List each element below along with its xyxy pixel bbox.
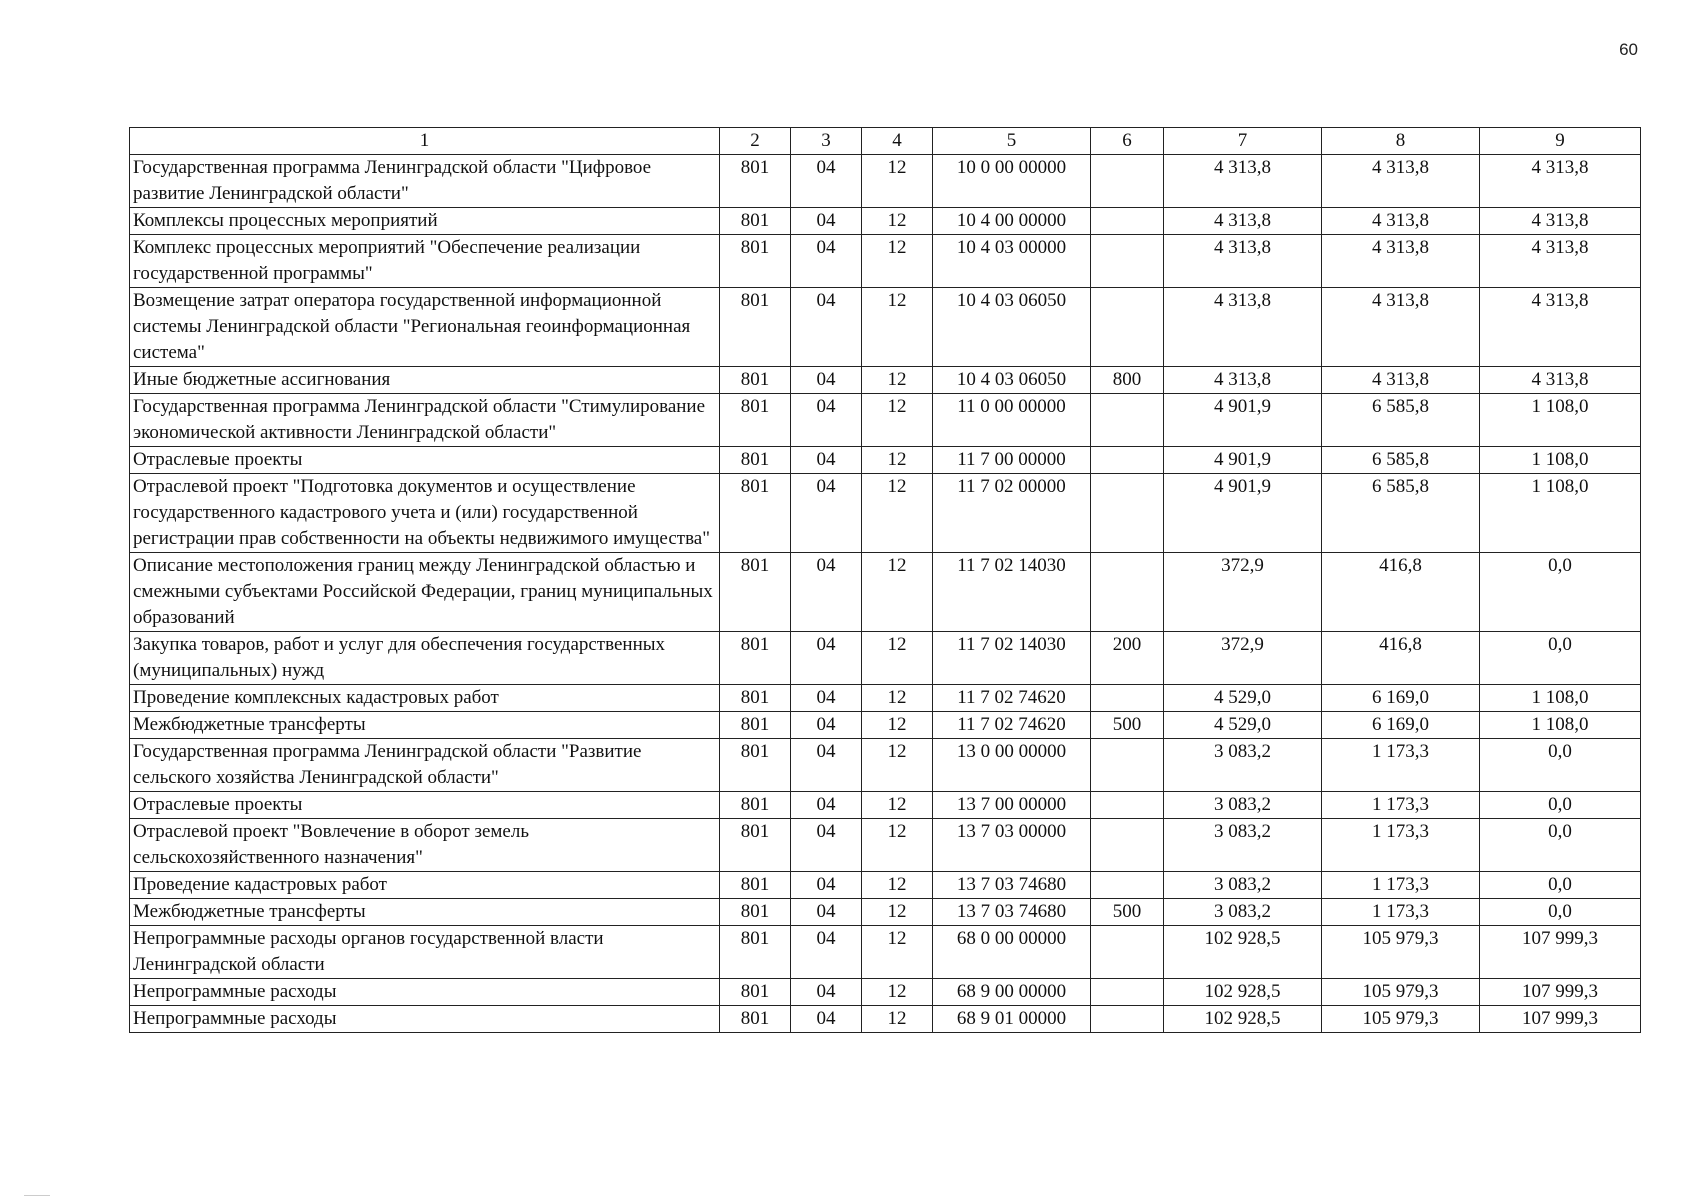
- table-cell-col-5: 10 0 00 00000: [933, 155, 1091, 208]
- table-cell-col-5: 10 4 03 00000: [933, 235, 1091, 288]
- table-cell-col-7: 3 083,2: [1164, 819, 1322, 872]
- table-cell-col-2: 801: [720, 792, 791, 819]
- column-header-4: 4: [862, 128, 933, 155]
- table-cell-col-9: 4 313,8: [1480, 288, 1641, 367]
- table-cell-col-9: 0,0: [1480, 632, 1641, 685]
- row-description: Непрограммные расходы: [130, 1006, 720, 1033]
- table-cell-col-3: 04: [791, 739, 862, 792]
- table-cell-col-4: 12: [862, 685, 933, 712]
- table-cell-col-5: 10 4 03 06050: [933, 288, 1091, 367]
- table-cell-col-4: 12: [862, 367, 933, 394]
- table-cell-col-3: 04: [791, 235, 862, 288]
- table-cell-col-8: 6 169,0: [1322, 712, 1480, 739]
- table-cell-col-6: [1091, 739, 1164, 792]
- table-cell-col-3: 04: [791, 288, 862, 367]
- table-row: [130, 899, 1641, 926]
- table-cell-col-2: 801: [720, 367, 791, 394]
- table-row: [130, 712, 1641, 739]
- column-header-7: 7: [1164, 128, 1322, 155]
- table-cell-col-6: 800: [1091, 367, 1164, 394]
- table-row: [130, 819, 1641, 872]
- table-cell-col-3: 04: [791, 632, 862, 685]
- table-row: [130, 979, 1641, 1006]
- table-cell-col-8: 6 585,8: [1322, 474, 1480, 553]
- table-cell-col-9: 4 313,8: [1480, 367, 1641, 394]
- table-cell-col-7: 4 313,8: [1164, 235, 1322, 288]
- table-cell-col-3: 04: [791, 447, 862, 474]
- table-cell-col-9: 1 108,0: [1480, 685, 1641, 712]
- table-cell-col-6: [1091, 208, 1164, 235]
- table-cell-col-4: 12: [862, 288, 933, 367]
- table-cell-col-6: 200: [1091, 632, 1164, 685]
- table-cell-col-9: 107 999,3: [1480, 1006, 1641, 1033]
- table-cell-col-4: 12: [862, 872, 933, 899]
- row-description: Проведение комплексных кадастровых работ: [130, 685, 720, 712]
- table-cell-col-3: 04: [791, 712, 862, 739]
- table-cell-col-3: 04: [791, 899, 862, 926]
- row-description: Описание местоположения границ между Ленинградской областью и смежными субъектами Российской Федерации, границ муниципальных образований: [130, 553, 720, 632]
- row-description: Возмещение затрат оператора государственной информационной системы Ленинградской области "Региональная геоинформационная система": [130, 288, 720, 367]
- table-cell-col-3: 04: [791, 792, 862, 819]
- row-description: Непрограммные расходы органов государственной власти Ленинградской области: [130, 926, 720, 979]
- table-cell-col-2: 801: [720, 739, 791, 792]
- table-row: [130, 739, 1641, 792]
- table-cell-col-7: 102 928,5: [1164, 1006, 1322, 1033]
- table-row: [130, 632, 1641, 685]
- table-cell-col-9: 1 108,0: [1480, 447, 1641, 474]
- table-cell-col-2: 801: [720, 553, 791, 632]
- table-cell-col-2: 801: [720, 979, 791, 1006]
- table-cell-col-2: 801: [720, 712, 791, 739]
- table-cell-col-6: [1091, 1006, 1164, 1033]
- table-cell-col-6: [1091, 792, 1164, 819]
- table-cell-col-2: 801: [720, 819, 791, 872]
- table-row: [130, 447, 1641, 474]
- table-row: [130, 367, 1641, 394]
- table-cell-col-6: 500: [1091, 712, 1164, 739]
- table-cell-col-5: 11 0 00 00000: [933, 394, 1091, 447]
- table-cell-col-2: 801: [720, 685, 791, 712]
- row-description: Проведение кадастровых работ: [130, 872, 720, 899]
- table-cell-col-9: 0,0: [1480, 899, 1641, 926]
- table-cell-col-8: 6 169,0: [1322, 685, 1480, 712]
- table-cell-col-2: 801: [720, 394, 791, 447]
- table-cell-col-8: 416,8: [1322, 632, 1480, 685]
- table-cell-col-9: 107 999,3: [1480, 926, 1641, 979]
- row-description: Государственная программа Ленинградской области "Цифровое развитие Ленинградской области": [130, 155, 720, 208]
- table-cell-col-9: 0,0: [1480, 819, 1641, 872]
- table-cell-col-5: 13 7 03 74680: [933, 899, 1091, 926]
- table-cell-col-7: 4 901,9: [1164, 447, 1322, 474]
- table-row: [130, 872, 1641, 899]
- table-cell-col-8: 105 979,3: [1322, 979, 1480, 1006]
- table-cell-col-6: [1091, 872, 1164, 899]
- table-cell-col-5: 11 7 02 74620: [933, 712, 1091, 739]
- row-description: Отраслевые проекты: [130, 447, 720, 474]
- table-cell-col-2: 801: [720, 155, 791, 208]
- table-cell-col-4: 12: [862, 155, 933, 208]
- table-cell-col-7: 4 529,0: [1164, 685, 1322, 712]
- table-cell-col-4: 12: [862, 632, 933, 685]
- table-cell-col-6: [1091, 685, 1164, 712]
- table-cell-col-5: 13 7 03 00000: [933, 819, 1091, 872]
- table-cell-col-4: 12: [862, 926, 933, 979]
- table-cell-col-5: 10 4 00 00000: [933, 208, 1091, 235]
- column-header-6: 6: [1091, 128, 1164, 155]
- table-row: [130, 926, 1641, 979]
- table-cell-col-8: 4 313,8: [1322, 288, 1480, 367]
- table-cell-col-8: 1 173,3: [1322, 792, 1480, 819]
- table-cell-col-7: 3 083,2: [1164, 739, 1322, 792]
- table-cell-col-8: 6 585,8: [1322, 447, 1480, 474]
- table-cell-col-2: 801: [720, 1006, 791, 1033]
- row-description: Межбюджетные трансферты: [130, 712, 720, 739]
- table-cell-col-6: 500: [1091, 899, 1164, 926]
- column-header-5: 5: [933, 128, 1091, 155]
- table-cell-col-9: 0,0: [1480, 872, 1641, 899]
- table-cell-col-3: 04: [791, 208, 862, 235]
- table-cell-col-6: [1091, 235, 1164, 288]
- table-cell-col-6: [1091, 979, 1164, 1006]
- table-cell-col-9: 4 313,8: [1480, 155, 1641, 208]
- table-cell-col-9: 1 108,0: [1480, 474, 1641, 553]
- table-cell-col-9: 0,0: [1480, 739, 1641, 792]
- table-cell-col-7: 3 083,2: [1164, 899, 1322, 926]
- table-cell-col-8: 1 173,3: [1322, 899, 1480, 926]
- table-cell-col-5: 68 9 00 00000: [933, 979, 1091, 1006]
- table-cell-col-9: 4 313,8: [1480, 235, 1641, 288]
- table-cell-col-2: 801: [720, 899, 791, 926]
- column-header-1: 1: [130, 128, 720, 155]
- table-row: [130, 792, 1641, 819]
- table-cell-col-3: 04: [791, 685, 862, 712]
- row-description: Непрограммные расходы: [130, 979, 720, 1006]
- table-row: [130, 208, 1641, 235]
- column-header-2: 2: [720, 128, 791, 155]
- table-cell-col-6: [1091, 288, 1164, 367]
- table-cell-col-4: 12: [862, 739, 933, 792]
- table-cell-col-6: [1091, 819, 1164, 872]
- table-cell-col-9: 1 108,0: [1480, 712, 1641, 739]
- row-description: Государственная программа Ленинградской области "Развитие сельского хозяйства Ленинградской области": [130, 739, 720, 792]
- table-cell-col-7: 4 313,8: [1164, 208, 1322, 235]
- table-row: [130, 553, 1641, 632]
- table-cell-col-2: 801: [720, 208, 791, 235]
- page-number: 60: [1619, 40, 1638, 59]
- table-cell-col-5: 13 7 03 74680: [933, 872, 1091, 899]
- table-cell-col-4: 12: [862, 474, 933, 553]
- table-cell-col-3: 04: [791, 819, 862, 872]
- table-cell-col-5: 13 0 00 00000: [933, 739, 1091, 792]
- table-cell-col-4: 12: [862, 235, 933, 288]
- row-description: Отраслевой проект "Вовлечение в оборот земель сельскохозяйственного назначения": [130, 819, 720, 872]
- table-row: [130, 235, 1641, 288]
- table-cell-col-7: 372,9: [1164, 632, 1322, 685]
- table-cell-col-9: 4 313,8: [1480, 208, 1641, 235]
- table-cell-col-2: 801: [720, 872, 791, 899]
- table-cell-col-6: [1091, 474, 1164, 553]
- table-row: [130, 1006, 1641, 1033]
- table-cell-col-5: 10 4 03 06050: [933, 367, 1091, 394]
- table-cell-col-4: 12: [862, 208, 933, 235]
- row-description: Закупка товаров, работ и услуг для обеспечения государственных (муниципальных) нужд: [130, 632, 720, 685]
- table-cell-col-5: 11 7 02 14030: [933, 632, 1091, 685]
- table-cell-col-5: 68 0 00 00000: [933, 926, 1091, 979]
- table-cell-col-5: 68 9 01 00000: [933, 1006, 1091, 1033]
- table-cell-col-5: 13 7 00 00000: [933, 792, 1091, 819]
- table-cell-col-8: 4 313,8: [1322, 155, 1480, 208]
- table-cell-col-9: 1 108,0: [1480, 394, 1641, 447]
- table-cell-col-2: 801: [720, 288, 791, 367]
- table-cell-col-4: 12: [862, 792, 933, 819]
- table-cell-col-6: [1091, 553, 1164, 632]
- table-cell-col-8: 4 313,8: [1322, 208, 1480, 235]
- table-cell-col-7: 4 901,9: [1164, 474, 1322, 553]
- table-cell-col-4: 12: [862, 899, 933, 926]
- table-cell-col-3: 04: [791, 394, 862, 447]
- header-row: [130, 128, 1641, 155]
- row-description: Государственная программа Ленинградской области "Стимулирование экономической активности Ленинградской области": [130, 394, 720, 447]
- table-cell-col-4: 12: [862, 979, 933, 1006]
- table-cell-col-8: 105 979,3: [1322, 1006, 1480, 1033]
- table-cell-col-7: 102 928,5: [1164, 926, 1322, 979]
- table-row: [130, 288, 1641, 367]
- table-cell-col-3: 04: [791, 1006, 862, 1033]
- table-cell-col-2: 801: [720, 926, 791, 979]
- table-cell-col-8: 1 173,3: [1322, 819, 1480, 872]
- table-cell-col-3: 04: [791, 474, 862, 553]
- table-cell-col-5: 11 7 02 74620: [933, 685, 1091, 712]
- row-description: Комплексы процессных мероприятий: [130, 208, 720, 235]
- row-description: Комплекс процессных мероприятий "Обеспечение реализации государственной программы": [130, 235, 720, 288]
- row-description: Иные бюджетные ассигнования: [130, 367, 720, 394]
- table-cell-col-4: 12: [862, 819, 933, 872]
- table-cell-col-2: 801: [720, 235, 791, 288]
- table-cell-col-6: [1091, 926, 1164, 979]
- table-cell-col-7: 102 928,5: [1164, 979, 1322, 1006]
- table-cell-col-7: 372,9: [1164, 553, 1322, 632]
- table-cell-col-3: 04: [791, 872, 862, 899]
- table-cell-col-7: 3 083,2: [1164, 792, 1322, 819]
- table-cell-col-4: 12: [862, 447, 933, 474]
- table-cell-col-7: 4 313,8: [1164, 367, 1322, 394]
- table-cell-col-2: 801: [720, 474, 791, 553]
- row-description: Межбюджетные трансферты: [130, 899, 720, 926]
- table-cell-col-3: 04: [791, 553, 862, 632]
- table-cell-col-2: 801: [720, 632, 791, 685]
- table-row: [130, 685, 1641, 712]
- budget-table: [129, 127, 1641, 1033]
- table-cell-col-4: 12: [862, 553, 933, 632]
- table-cell-col-7: 4 313,8: [1164, 155, 1322, 208]
- table-cell-col-5: 11 7 02 00000: [933, 474, 1091, 553]
- table-cell-col-3: 04: [791, 979, 862, 1006]
- table-cell-col-8: 4 313,8: [1322, 235, 1480, 288]
- table-cell-col-2: 801: [720, 447, 791, 474]
- table-cell-col-6: [1091, 394, 1164, 447]
- table-row: [130, 474, 1641, 553]
- table-cell-col-7: 3 083,2: [1164, 872, 1322, 899]
- row-description: Отраслевой проект "Подготовка документов и осуществление государственного кадастрового учета и (или) государственной регистрации прав собственности на объекты недвижимого имущества": [130, 474, 720, 553]
- table-cell-col-5: 11 7 02 14030: [933, 553, 1091, 632]
- row-description: Отраслевые проекты: [130, 792, 720, 819]
- table-cell-col-9: 0,0: [1480, 792, 1641, 819]
- table-row: [130, 155, 1641, 208]
- table-cell-col-8: 1 173,3: [1322, 872, 1480, 899]
- table-cell-col-3: 04: [791, 926, 862, 979]
- table-cell-col-8: 4 313,8: [1322, 367, 1480, 394]
- column-header-8: 8: [1322, 128, 1480, 155]
- column-header-9: 9: [1480, 128, 1641, 155]
- table-cell-col-4: 12: [862, 712, 933, 739]
- table-cell-col-9: 107 999,3: [1480, 979, 1641, 1006]
- table-cell-col-3: 04: [791, 367, 862, 394]
- scan-mark: [24, 1195, 50, 1196]
- table-cell-col-9: 0,0: [1480, 553, 1641, 632]
- table-cell-col-6: [1091, 447, 1164, 474]
- column-header-3: 3: [791, 128, 862, 155]
- table-cell-col-7: 4 529,0: [1164, 712, 1322, 739]
- table-cell-col-7: 4 901,9: [1164, 394, 1322, 447]
- table-cell-col-8: 1 173,3: [1322, 739, 1480, 792]
- table-cell-col-8: 416,8: [1322, 553, 1480, 632]
- table-cell-col-4: 12: [862, 1006, 933, 1033]
- table-cell-col-7: 4 313,8: [1164, 288, 1322, 367]
- table-cell-col-8: 6 585,8: [1322, 394, 1480, 447]
- table-cell-col-8: 105 979,3: [1322, 926, 1480, 979]
- table-row: [130, 394, 1641, 447]
- table-cell-col-3: 04: [791, 155, 862, 208]
- table-cell-col-4: 12: [862, 394, 933, 447]
- table-cell-col-6: [1091, 155, 1164, 208]
- table-cell-col-5: 11 7 00 00000: [933, 447, 1091, 474]
